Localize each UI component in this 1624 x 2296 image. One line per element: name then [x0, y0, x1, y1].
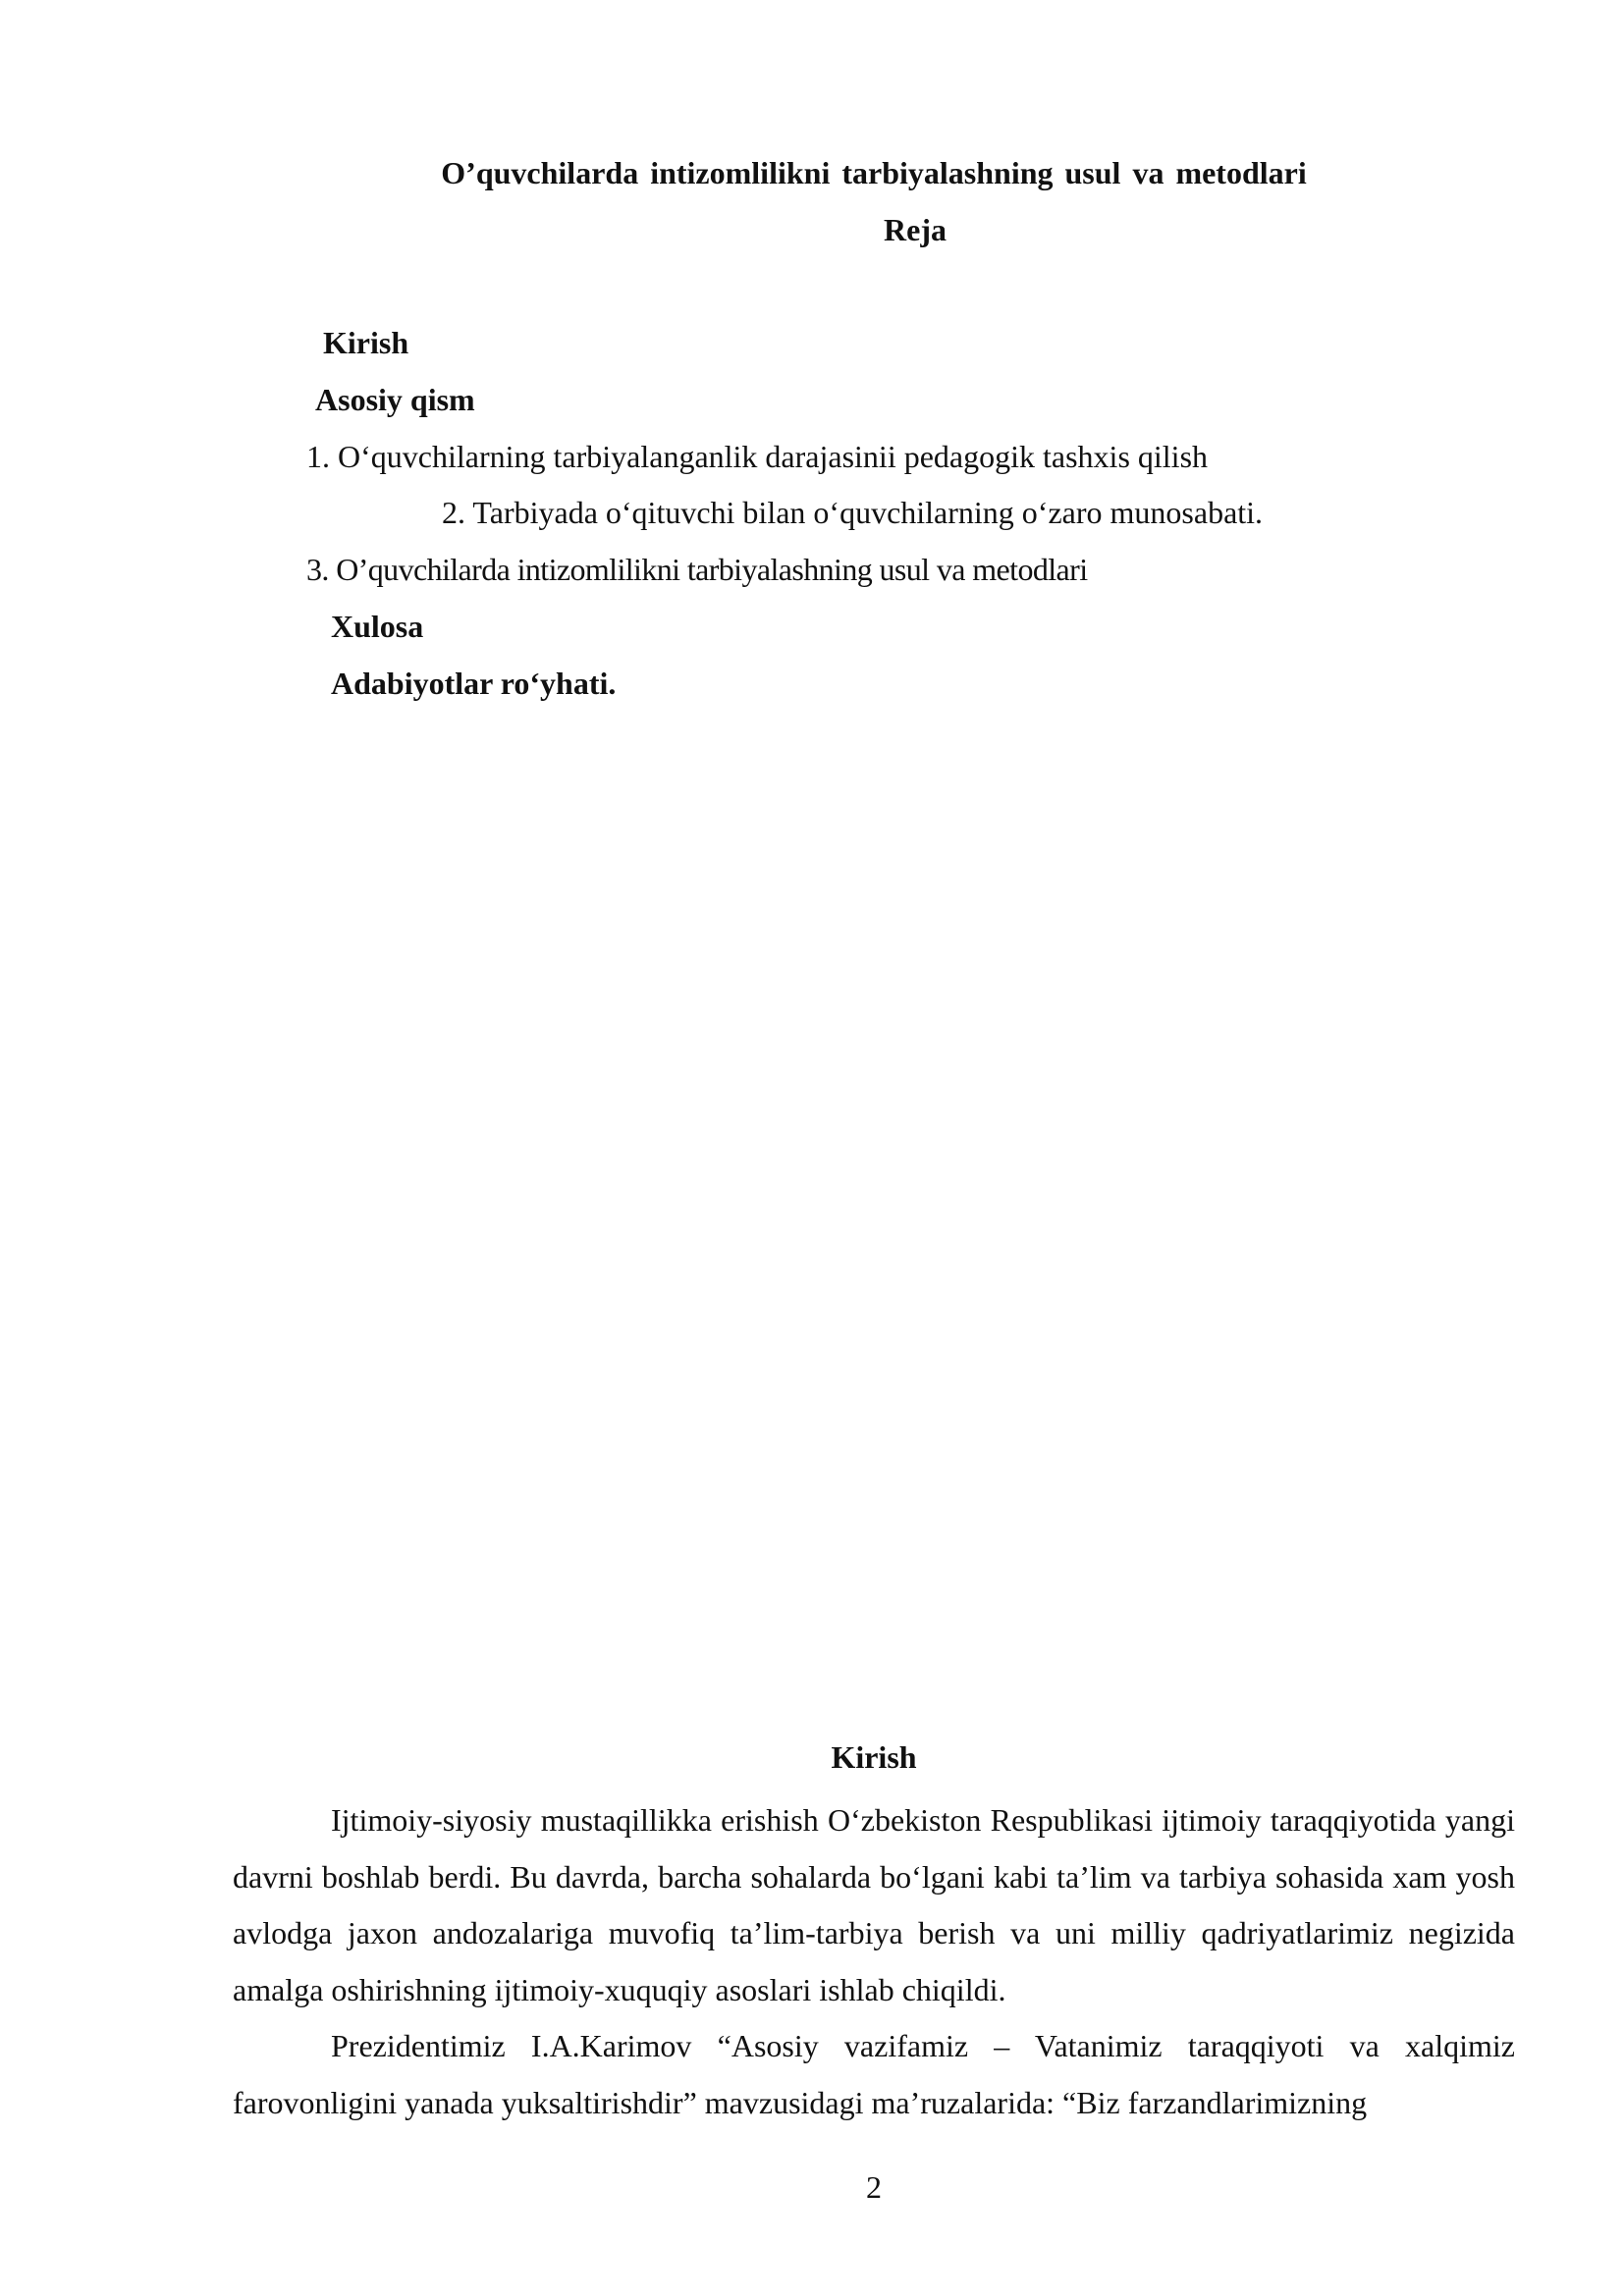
body-paragraph-2 — [233, 2018, 1515, 2131]
document-title: O’quvchilarda intizomlilikni tarbiyalashning usul va metodlari — [441, 155, 1307, 190]
toc-conclusion: Xulosa — [331, 609, 424, 644]
toc-item-3: 3. O’quvchilarda intizomlilikni tarbiyalashning usul va metodlari — [306, 552, 1088, 587]
section-heading-intro: Kirish — [831, 1739, 917, 1775]
toc-main-part: Asosiy qism — [315, 382, 475, 417]
body-paragraph-2-text: Prezidentimiz I.A.Karimov “Asosiy vazifamiz – Vatanimiz taraqqiyoti va xalqimiz farovonligini yanada yuksaltirishdir” mavzusidagi ma’ruzalarida: “Biz farzandlarimizning — [233, 2028, 1515, 2120]
toc-intro: Kirish — [323, 325, 409, 360]
body-paragraph-1-text: Ijtimoiy-siyosiy mustaqillikka erishish O‘zbekiston Respublikasi ijtimoiy taraqqiyotida yangi davrni boshlab berdi. Bu davrda, barcha sohalarda bo‘lgani kabi ta’lim va tarbiya sohasida xam yosh avlodga jaxon andozalariga muvofiq ta’lim-tarbiya berish va uni milliy qadriyatlarimiz negizida amalga oshirishning ijtimoiy-xuquqiy asoslari ishlab chiqildi. — [233, 1802, 1515, 2007]
page-number: 2 — [866, 2169, 882, 2205]
toc-references: Adabiyotlar ro‘yhati. — [331, 666, 617, 701]
body-paragraph-1 — [233, 1792, 1515, 2018]
toc-item-1: 1. O‘quvchilarning tarbiyalanganlik darajasinii pedagogik tashxis qilish — [306, 439, 1209, 474]
plan-heading: Reja — [884, 212, 947, 247]
toc-item-2: 2. Tarbiyada o‘qituvchi bilan o‘quvchilarning o‘zaro munosabati. — [442, 495, 1264, 530]
